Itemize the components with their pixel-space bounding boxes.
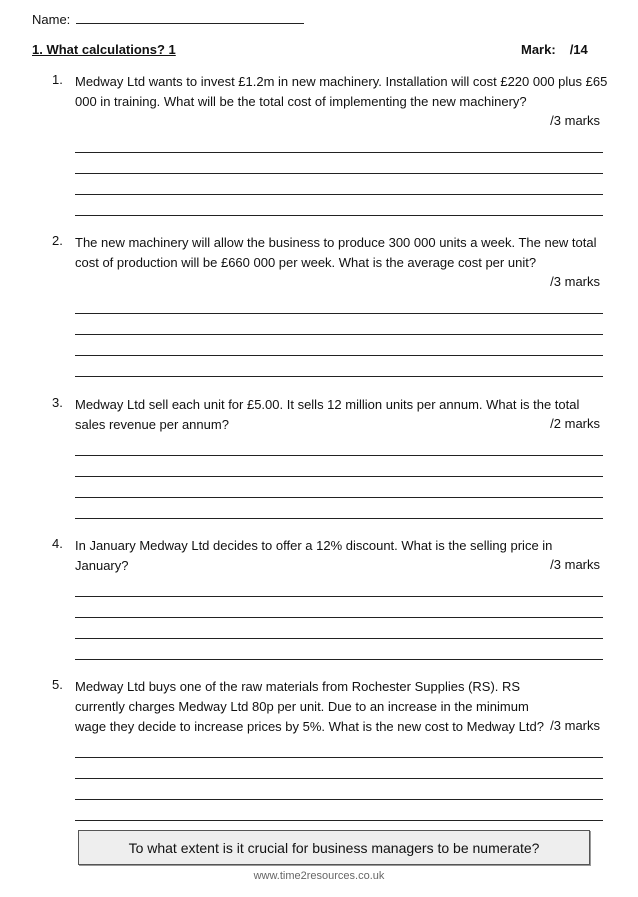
name-row [32,10,304,27]
question-5 [52,677,608,821]
answer-line[interactable] [75,435,603,456]
question-number: 2. [52,233,63,248]
answer-line[interactable] [75,639,603,660]
mark-value: /14 [569,42,588,57]
answer-lines[interactable] [75,435,608,519]
answer-line[interactable] [75,174,603,195]
question-text: The new machinery will allow the business to produce 300 000 units a week. The new total cost of production will be £660 000 per week. What is the average cost per unit? [75,235,597,270]
question-3 [52,395,608,519]
extension-question-text: To what extent is it crucial for business managers to be numerate? [128,839,540,856]
answer-line[interactable] [75,132,603,153]
question-text: In January Medway Ltd decides to offer a 12% discount. What is the selling price in January? [75,538,553,573]
question-2 [52,233,608,377]
answer-line[interactable] [75,356,603,377]
question-marks: /3 marks [550,113,600,128]
answer-line[interactable] [75,758,603,779]
total-mark [521,42,588,57]
answer-line[interactable] [75,456,603,477]
question-text: Medway Ltd buys one of the raw materials from Rochester Supplies (RS). RS currently charges Medway Ltd 80p per unit. Due to an increase in the minimum wage they decide to increase prices by 5%. What is the new cost to Medway Ltd? [75,679,544,734]
answer-line[interactable] [75,576,603,597]
question-text: Medway Ltd wants to invest £1.2m in new machinery. Installation will cost £220 000 plus £65 000 in training. What will be the total cost of implementing the new machinery? [75,74,608,109]
question-marks: /3 marks [550,718,600,733]
answer-lines[interactable] [75,293,608,377]
answer-line[interactable] [75,477,603,498]
answer-line[interactable] [75,737,603,758]
answer-lines[interactable] [75,737,608,821]
question-text: Medway Ltd sell each unit for £5.00. It sells 12 million units per annum. What is the total sales revenue per annum? [75,397,580,432]
answer-line[interactable] [75,293,603,314]
answer-line[interactable] [75,335,603,356]
answer-lines[interactable] [75,576,608,660]
answer-line[interactable] [75,498,603,519]
mark-label: Mark: [521,42,556,57]
question-marks: /3 marks [550,274,600,289]
question-number: 4. [52,536,63,551]
answer-line[interactable] [75,195,603,216]
answer-line[interactable] [75,618,603,639]
footer-url: www.time2resources.co.uk [253,870,385,882]
answer-line[interactable] [75,779,603,800]
answer-line[interactable] [75,800,603,821]
question-number: 5. [52,677,63,692]
answer-line[interactable] [75,153,603,174]
name-field[interactable] [76,10,304,24]
answer-line[interactable] [75,314,603,335]
question-1 [52,72,608,216]
worksheet-title: 1. What calculations? 1 [32,42,176,57]
question-number: 3. [52,395,63,410]
extension-question-box [78,830,590,865]
question-marks: /3 marks [550,557,600,572]
name-label: Name: [32,12,71,27]
question-marks: /2 marks [550,416,600,431]
question-number: 1. [52,72,63,87]
question-4 [52,536,608,660]
answer-line[interactable] [75,597,603,618]
answer-lines[interactable] [75,132,608,216]
